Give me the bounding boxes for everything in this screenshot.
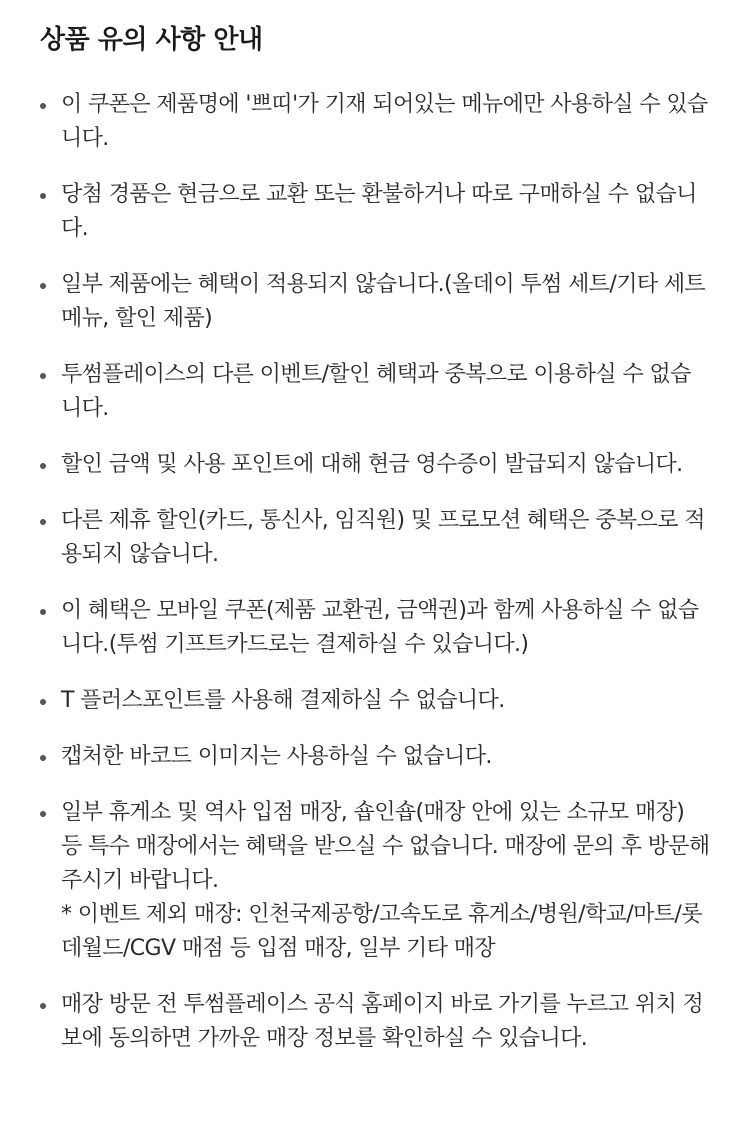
- list-item: [40, 740, 710, 774]
- bullet-icon: [40, 811, 46, 817]
- bullet-icon: [40, 103, 46, 109]
- bullet-icon: [40, 463, 46, 469]
- bullet-icon: [40, 373, 46, 379]
- list-item: [40, 448, 710, 482]
- bullet-icon: [40, 699, 46, 705]
- notice-text: 이 쿠폰은 제품명에 '쁘띠'가 기재 되어있는 메뉴에만 사용하실 수 있습니다.: [61, 92, 708, 151]
- notice-text: 당첨 경품은 현금으로 교환 또는 환불하거나 따로 구매하실 수 없습니다.: [61, 182, 697, 241]
- notice-text: T 플러스포인트를 사용해 결제하실 수 없습니다.: [61, 688, 505, 713]
- notice-list: [40, 88, 710, 1056]
- bullet-icon: [40, 193, 46, 199]
- notice-text: 일부 제품에는 혜택이 적용되지 않습니다.(올데이 투썸 세트/기타 세트 메뉴, 할인 제품): [61, 272, 706, 331]
- list-item: [40, 988, 710, 1056]
- list-item: [40, 504, 710, 572]
- list-item: [40, 88, 710, 156]
- notice-text: 이 혜택은 모바일 쿠폰(제품 교환권, 금액권)과 함께 사용하실 수 없습니다.(투썸 기프트카드로는 결제하실 수 있습니다.): [61, 598, 699, 657]
- list-item: [40, 594, 710, 662]
- list-item: [40, 358, 710, 426]
- notice-text: 매장 방문 전 투썸플레이스 공식 홈페이지 바로 가기를 누르고 위치 정보에 동의하면 가까운 매장 정보를 확인하실 수 있습니다.: [61, 992, 704, 1051]
- bullet-icon: [40, 609, 46, 615]
- bullet-icon: [40, 1003, 46, 1009]
- bullet-icon: [40, 755, 46, 761]
- page-title: 상품 유의 사항 안내: [40, 25, 263, 55]
- list-item: [40, 178, 710, 246]
- notice-text: 할인 금액 및 사용 포인트에 대해 현금 영수증이 발급되지 않습니다.: [61, 452, 683, 477]
- excluded-stores-note: * 이벤트 제외 매장: 인천국제공항/고속도로 휴게소/병원/학교/마트/롯데월드/CGV 매점 등 입점 매장, 일부 기타 매장: [61, 902, 702, 961]
- notice-text: 캡처한 바코드 이미지는 사용하실 수 없습니다.: [61, 744, 492, 769]
- notice-text: 다른 제휴 할인(카드, 통신사, 임직원) 및 프로모션 혜택은 중복으로 적용되지 않습니다.: [61, 508, 705, 567]
- list-item: [40, 268, 710, 336]
- notice-text: 일부 휴게소 및 역사 입점 매장, 숍인숍(매장 안에 있는 소규모 매장) 등 특수 매장에서는 혜택을 받으실 수 없습니다. 매장에 문의 후 방문해 주시기 바랍니다.: [61, 800, 710, 893]
- bullet-icon: [40, 519, 46, 525]
- notice-text: 투썸플레이스의 다른 이벤트/할인 혜택과 중복으로 이용하실 수 없습니다.: [61, 362, 691, 421]
- list-item: [40, 684, 710, 718]
- list-item: [40, 796, 710, 966]
- bullet-icon: [40, 283, 46, 289]
